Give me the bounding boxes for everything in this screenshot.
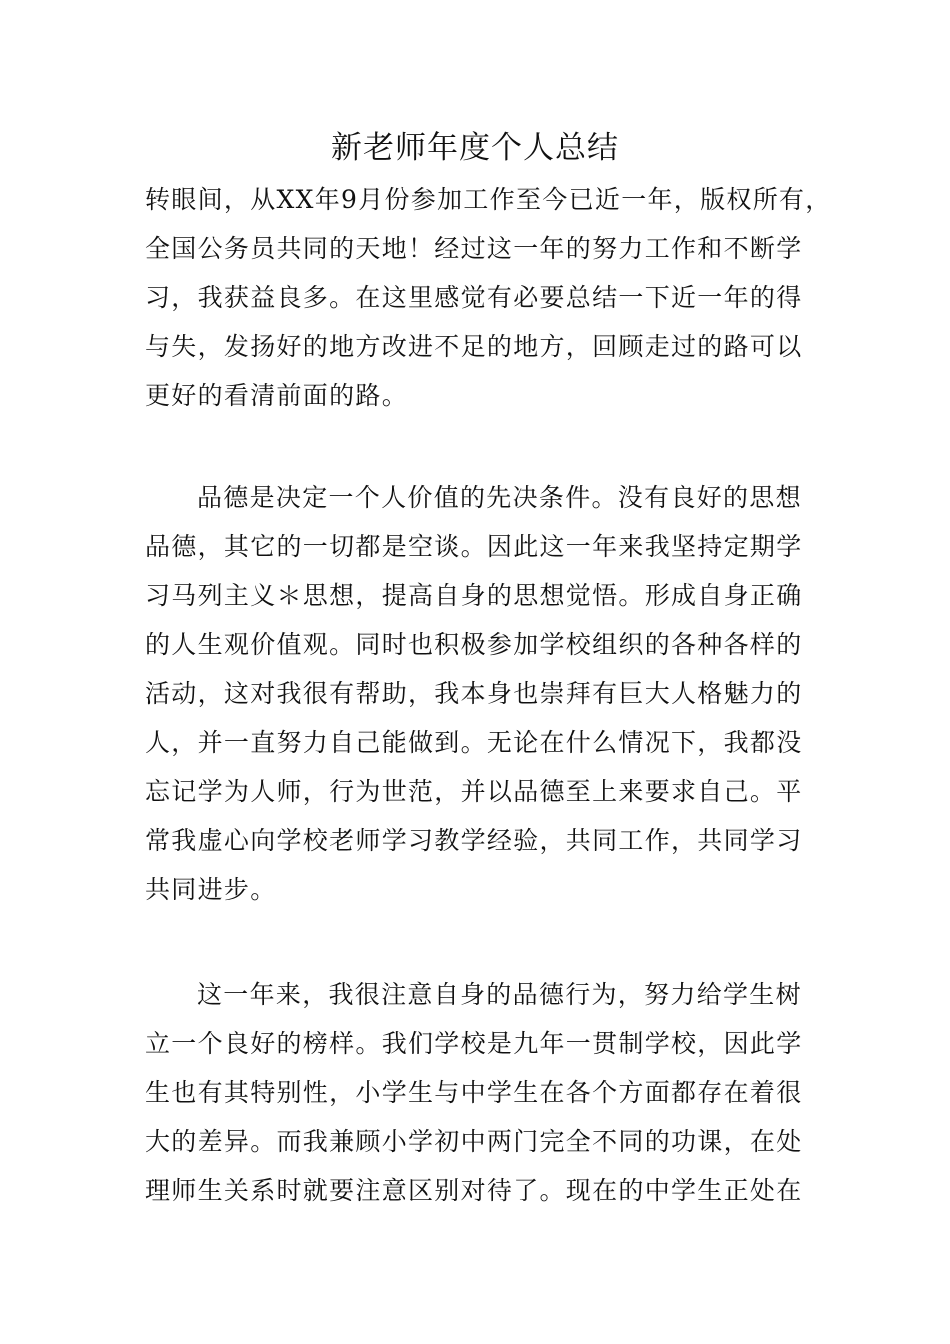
paragraph-1-line-1: 转眼间，从XX年9月份参加工作至今已近一年，版权所有， <box>145 185 832 214</box>
paragraph-3-line-5: 理师生关系时就要注意区别对待了。现在的中学生正处在 <box>145 1176 803 1205</box>
paragraph-1-line-2: 全国公务员共同的天地！经过这一年的努力工作和不断学 <box>145 234 803 263</box>
paragraph-1-line-5: 更好的看清前面的路。 <box>145 381 409 410</box>
paragraph-3-line-4: 大的差异。而我兼顾小学初中两门完全不同的功课，在处 <box>145 1127 803 1156</box>
document-title: 新老师年度个人总结 <box>331 130 619 166</box>
paragraph-2-line-4: 的人生观价值观。同时也积极参加学校组织的各种各样的 <box>145 630 803 659</box>
paragraph-3-line-1: 这一年来，我很注意自身的品德行为，努力给学生树 <box>197 980 802 1009</box>
paragraph-1-line-4: 与失，发扬好的地方改进不足的地方，回顾走过的路可以 <box>145 332 803 361</box>
paragraph-2-line-8: 常我虚心向学校老师学习教学经验，共同工作，共同学习 <box>145 826 803 855</box>
paragraph-3-line-3: 生也有其特别性，小学生与中学生在各个方面都存在着很 <box>145 1078 803 1107</box>
paragraph-1-line-3: 习，我获益良多。在这里感觉有必要总结一下近一年的得 <box>145 283 803 312</box>
paragraph-2-line-6: 人，并一直努力自己能做到。无论在什么情况下，我都没 <box>145 728 803 757</box>
paragraph-2-line-7: 忘记学为人师，行为世范，并以品德至上来要求自己。平 <box>145 777 803 806</box>
paragraph-2-line-2: 品德，其它的一切都是空谈。因此这一年来我坚持定期学 <box>145 532 803 561</box>
paragraph-2-line-9: 共同进步。 <box>145 875 277 904</box>
paragraph-2-line-3: 习马列主义＊思想，提高自身的思想觉悟。形成自身正确 <box>145 581 803 610</box>
paragraph-2-line-1: 品德是决定一个人价值的先决条件。没有良好的思想 <box>197 483 802 512</box>
paragraph-3-line-2: 立一个良好的榜样。我们学校是九年一贯制学校，因此学 <box>145 1029 803 1058</box>
paragraph-2-line-5: 活动，这对我很有帮助，我本身也崇拜有巨大人格魅力的 <box>145 679 803 708</box>
